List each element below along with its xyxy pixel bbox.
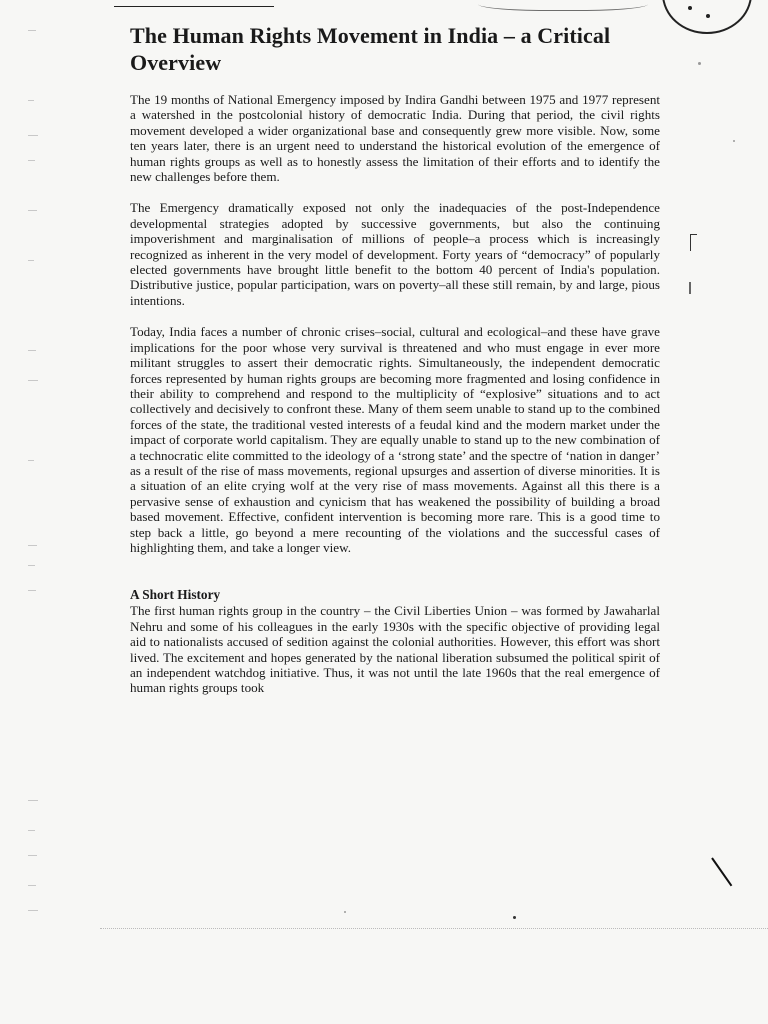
document-title: The Human Rights Movement in India – a Critical Overview	[130, 23, 611, 75]
paragraph-today-crises: Today, India faces a number of chronic crises–social, cultural and ecological–and these have grave implications for the poor whose very survival is threatened and who must engage in ever more militant struggles to assert their democratic rights. Simultaneously, the independent democratic forces represented by human rights groups are becoming more fragmented and losing confidence in their ability to comprehend and respond to the multiplicity of “explosive” situations and to act collectively and decisively to confront these. Many of them seem unable to stand up to the combined forces of the state, the traditional vested interests of a feudal kind and the modern market under the impact of corporate world capitalism. They are equally unable to stand up to the new combination of a technocratic elite committed to the ideology of a ‘strong state’ and the spectre of ‘nation in danger’ as a result of the rise of mass movements, regional upsurges and assertion of diverse minorities. It is a situation of an elite crying wolf at the very rise of mass movements. Against all this there is a pervasive sense of exhaustion and cynicism that has weakened the possibility of building a broad based movement. Effective, confident intervention is becoming more rare. This is a good time to step back a little, go beyond a mere recounting of the violations and the successful cases of highlighting them, and take a longer view.	[130, 324, 660, 555]
paragraph-emergency-exposed: The Emergency dramatically exposed not only the inadequacies of the post-Independence developmental strategies adopted by successive governments, but also the continuing impoverishment and marginalisation of millions of people–a process which is increasingly recognized as inherent in the very model of development. Forty years of “democracy” of popularly elected governments have brought little benefit to the bottom 40 percent of India's population. Distributive justice, popular participation, wars on poverty–all these still remain, by and large, pious intentions.	[130, 200, 660, 308]
scan-speck	[344, 911, 346, 913]
handwritten-scribble	[478, 0, 648, 11]
document-body	[130, 22, 660, 696]
scan-speck	[733, 140, 735, 142]
pen-line-mark	[114, 6, 274, 7]
pen-slash-mark	[711, 857, 732, 886]
margin-bracket-mark	[690, 234, 697, 251]
handwritten-circle-mark	[662, 0, 752, 34]
left-margin-scan-noise	[28, 20, 58, 920]
margin-tick-mark	[689, 282, 691, 294]
scan-speck	[698, 62, 701, 65]
scan-speck	[513, 916, 516, 919]
paragraph-short-history: The first human rights group in the country – the Civil Liberties Union – was formed by Jawaharlal Nehru and some of his colleagues in the early 1930s with the specific objective of providing legal aid to nationalists accused of sedition against the colonial authorities. However, this effort was short lived. The excitement and hopes generated by the national liberation subsumed the political spirit of an independent watchdog initiative. Thus, it was not until the late 1960s that the real emergence of human rights groups took	[130, 603, 660, 696]
section-heading: A Short History	[130, 587, 221, 603]
paragraph-emergency-intro: The 19 months of National Emergency imposed by Indira Gandhi between 1975 and 1977 represent a watershed in the postcolonial history of democratic India. During that period, the civil rights movement developed a wider organizational base and consequently grew more visible. Now, some ten years later, there is an urgent need to understand the historical evolution of the emergence of human rights groups as well as to honestly assess the limitation of their efforts and to identify the new challenges before them.	[130, 92, 660, 185]
scan-noise-line	[100, 928, 768, 929]
